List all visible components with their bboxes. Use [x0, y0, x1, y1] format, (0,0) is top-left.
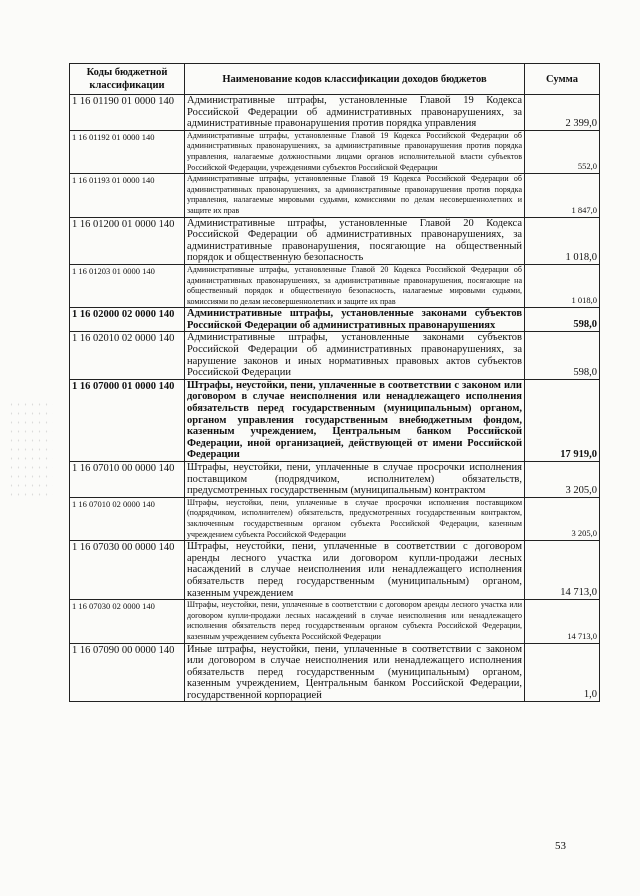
budget-classification-table — [69, 63, 600, 702]
row-code: 1 16 07090 00 0000 140 — [70, 643, 185, 702]
row-sum: 1 018,0 — [525, 264, 600, 307]
row-sum: 598,0 — [525, 332, 600, 379]
table-header-row — [70, 64, 600, 95]
row-name: Штрафы, неустойки, пени, уплаченные в соответствии с законом или договором в случае неисполнения или ненадлежащего исполнения обязательств перед государственным (муниципальным) органом, органом управления государственным внебюджетным фондом, казенным учреждением, Центральным банком Российской Федерации, иной организацией, действующей от имени Российской Федерации — [185, 379, 525, 461]
row-sum: 598,0 — [525, 308, 600, 332]
row-name: Иные штрафы, неустойки, пени, уплаченные в соответствии с законом или договором в случае неисполнения или ненадлежащего исполнения обязательств перед государственным (муниципальным) органом, казенным учреждением, Центральным банком Российской Федерации, государственной корпорацией — [185, 643, 525, 702]
row-sum: 3 205,0 — [525, 462, 600, 498]
document-page — [69, 63, 599, 702]
row-sum: 17 919,0 — [525, 379, 600, 461]
row-sum: 14 713,0 — [525, 541, 600, 600]
table-row — [70, 379, 600, 461]
table-row — [70, 497, 600, 540]
row-code: 1 16 07030 02 0000 140 — [70, 600, 185, 643]
row-code: 1 16 01193 01 0000 140 — [70, 174, 185, 217]
table-row — [70, 643, 600, 702]
row-code: 1 16 07000 01 0000 140 — [70, 379, 185, 461]
table-row — [70, 217, 600, 264]
row-code: 1 16 07010 02 0000 140 — [70, 497, 185, 540]
row-name: Административные штрафы, установленные законами субъектов Российской Федерации об административных правонарушениях, за нарушение законов и иных нормативных правовых актов субъектов Российской Федерации — [185, 332, 525, 379]
page-number: 53 — [555, 840, 566, 852]
header-name: Наименование кодов классификации доходов бюджетов — [185, 64, 525, 95]
header-codes: Коды бюджетной классификации — [70, 64, 185, 95]
row-name: Административные штрафы, установленные Главой 20 Кодекса Российской Федерации об административных правонарушениях, за административные правонарушения, посягающие на общественный порядок и общественную безопасность, налагаемые мировыми судьями, комиссиями по делам несовершеннолетних и защите их прав — [185, 264, 525, 307]
row-sum: 3 205,0 — [525, 497, 600, 540]
row-code: 1 16 02000 02 0000 140 — [70, 308, 185, 332]
row-name: Штрафы, неустойки, пени, уплаченные в случае просрочки исполнения поставщиком (подрядчиком, исполнителем) обязательств, предусмотренных государственным (муниципальным) контрактом — [185, 462, 525, 498]
row-code: 1 16 01200 01 0000 140 — [70, 217, 185, 264]
row-sum: 1 018,0 — [525, 217, 600, 264]
row-name: Административные штрафы, установленные Главой 19 Кодекса Российской Федерации об административных правонарушениях, за административные правонарушения против порядка управления — [185, 95, 525, 131]
row-code: 1 16 07010 00 0000 140 — [70, 462, 185, 498]
row-name: Административные штрафы, установленные Главой 19 Кодекса Российской Федерации об административных правонарушениях, за административные правонарушения против порядка управления, налагаемые должностными лицами органов исполнительной власти субъектов Российской Федерации, учреждениями субъектов Российской Федерации — [185, 130, 525, 173]
row-sum: 14 713,0 — [525, 600, 600, 643]
table-row — [70, 130, 600, 173]
row-name: Штрафы, неустойки, пени, уплаченные в соответствии с договором аренды лесного участка или договором купли-продажи лесных насаждений в случае неисполнения или ненадлежащего исполнения обязательств перед государственным органом субъекта Российской Федерации, казенным учреждением субъекта Российской Федерации — [185, 600, 525, 643]
table-row — [70, 541, 600, 600]
row-name: Административные штрафы, установленные Главой 19 Кодекса Российской Федерации об административных правонарушениях, за административные правонарушения против порядка управления, налагаемые мировыми судьями, комиссиями по делам несовершеннолетних и защите их прав — [185, 174, 525, 217]
row-sum: 2 399,0 — [525, 95, 600, 131]
table-row — [70, 308, 600, 332]
row-name: Штрафы, неустойки, пени, уплаченные в соответствии с договором аренды лесного участка или договором купли-продажи лесных насаждений в случае неисполнения или ненадлежащего исполнения обязательств перед государственным (муниципальным) органом, казенным учреждением — [185, 541, 525, 600]
row-code: 1 16 01190 01 0000 140 — [70, 95, 185, 131]
row-name: Административные штрафы, установленные законами субъектов Российской Федерации об административных правонарушениях — [185, 308, 525, 332]
table-row — [70, 600, 600, 643]
scan-noise — [8, 400, 53, 500]
table-row — [70, 332, 600, 379]
row-code: 1 16 01203 01 0000 140 — [70, 264, 185, 307]
table-row — [70, 462, 600, 498]
row-code: 1 16 02010 02 0000 140 — [70, 332, 185, 379]
row-name: Штрафы, неустойки, пени, уплаченные в случае просрочки исполнения поставщиком (подрядчиком, исполнителем) обязательств, предусмотренных государственным контрактом, заключенным государственным органом субъекта Российской Федерации, казенным учреждением субъекта Российской Федерации — [185, 497, 525, 540]
table-row — [70, 264, 600, 307]
row-code: 1 16 07030 00 0000 140 — [70, 541, 185, 600]
table-row — [70, 174, 600, 217]
row-sum: 552,0 — [525, 130, 600, 173]
row-name: Административные штрафы, установленные Главой 20 Кодекса Российской Федерации об административных правонарушениях, за административные правонарушения, посягающие на общественный порядок и общественную безопасность — [185, 217, 525, 264]
row-code: 1 16 01192 01 0000 140 — [70, 130, 185, 173]
row-sum: 1,0 — [525, 643, 600, 702]
row-sum: 1 847,0 — [525, 174, 600, 217]
header-sum: Сумма — [525, 64, 600, 95]
table-row — [70, 95, 600, 131]
